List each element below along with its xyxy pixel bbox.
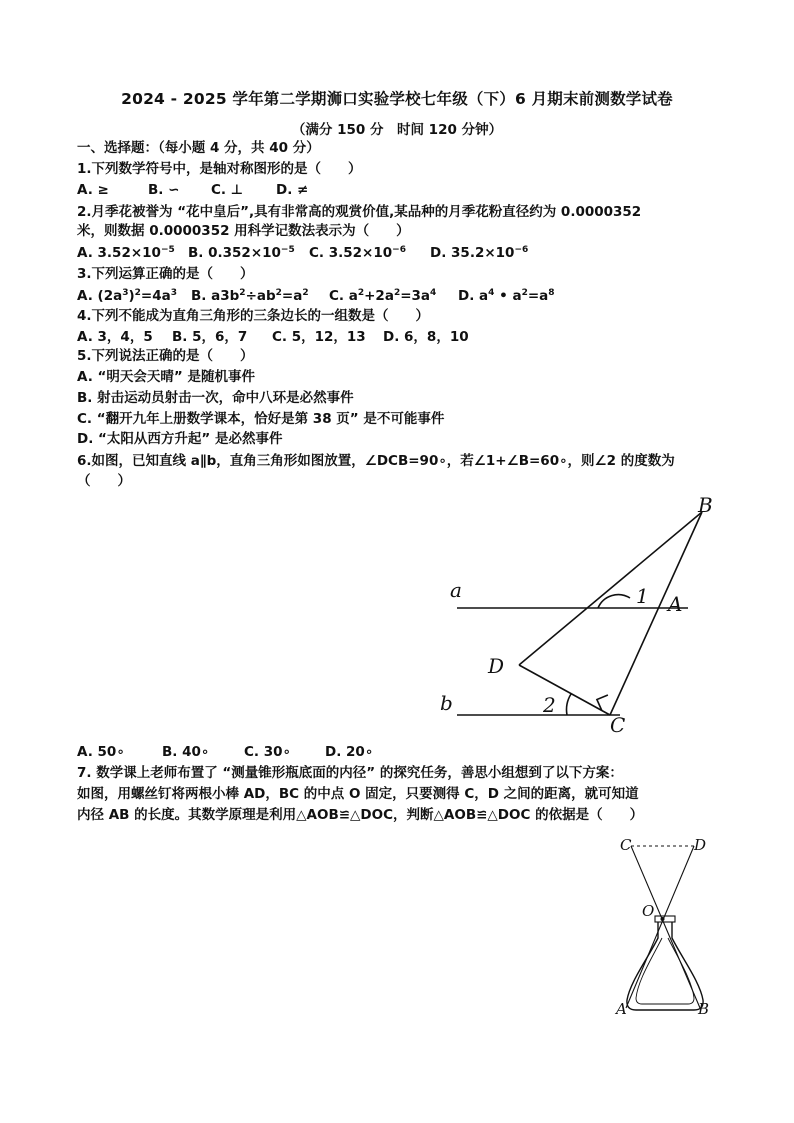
q6-option-c: C. 30∘ (244, 744, 291, 760)
label-b-point: B (698, 493, 713, 517)
segment-bd (519, 512, 702, 665)
rod-bc (631, 846, 700, 1008)
q2-option-d: D. $35.2\times 10^{-6}$ (430, 245, 529, 261)
q2-stem-line2: 米，则数据 0.0000352 用科学记数法表示为（ ） (77, 223, 410, 239)
angle-1-arc (598, 595, 630, 608)
q3-option-a: A. $(2a^3)^2=4a^3$ (77, 288, 177, 304)
q7-stem-line2: 如图，用螺丝钉将两根小棒 AD，BC 的中点 O 固定，只要测得 C，D 之间的距离，就可知道 (77, 786, 639, 802)
label-line-b: b (440, 691, 453, 715)
q5-option-b: B. 射击运动员射击一次，命中八环是必然事件 (77, 390, 354, 406)
q2-stem-line1: 2.月季花被誉为 “花中皇后”,具有非常高的观赏价值,某品种的月季花粉直径约为 0.0000352 (77, 204, 642, 220)
q1-option-c: C. ⊥ (211, 182, 244, 198)
q3-option-d: D. $a^4$ • $a^2=a^8$ (458, 288, 555, 304)
q7-stem-line1: 7. 数学课上老师布置了 “测量锥形瓶底面的内径” 的探究任务，善思小组想到了以下方案： (77, 765, 623, 781)
label-angle-2: 2 (543, 693, 556, 717)
q2-option-a: A. $3.52\times 10^{-5}$ (77, 245, 175, 261)
q1-option-d: D. ≠ (276, 182, 309, 198)
q5-option-a: A. “明天会天晴” 是随机事件 (77, 369, 255, 385)
label-a-point: A (616, 1000, 627, 1018)
q6-stem-line1: 6.如图，已知直线 a∥b，直角三角形如图放置，∠DCB=90∘，若∠1+∠B=60∘，则∠2 的度数为 (77, 453, 675, 469)
segment-dc (519, 665, 610, 715)
q4-option-b: B. 5，6，7 (172, 329, 248, 345)
screw-point-o (661, 917, 665, 921)
q6-option-a: A. 50∘ (77, 744, 125, 760)
q6-option-b: B. 40∘ (162, 744, 210, 760)
label-c-point: C (610, 713, 626, 737)
exam-title: 2024 - 2025 学年第二学期浉口实验学校七年级（下）6 月期末前测数学试卷 (121, 90, 673, 108)
angle-2-arc (567, 694, 571, 715)
q5-stem: 5.下列说法正确的是（ ） (77, 348, 254, 364)
label-b-point: B (698, 1000, 710, 1018)
q5-option-c: C. “翻开九年上册数学课本，恰好是第 38 页” 是不可能事件 (77, 411, 445, 427)
q1-option-a: A. ≥ (77, 182, 109, 198)
label-d-point: D (488, 654, 505, 678)
rod-ad (626, 846, 694, 1008)
flask-outline (627, 922, 703, 1010)
q7-figure (600, 830, 730, 1025)
label-c-point: C (620, 836, 632, 854)
q4-option-d: D. 6，8，10 (383, 329, 469, 345)
q6-option-d: D. 20∘ (325, 744, 374, 760)
q4-option-c: C. 5，12，13 (272, 329, 366, 345)
label-angle-1: 1 (636, 584, 649, 608)
q2-option-b: B. $0.352\times 10^{-5}$ (188, 245, 295, 261)
q1-option-b: B. ∽ (148, 182, 180, 198)
q6-figure (430, 490, 730, 740)
q3-stem: 3.下列运算正确的是（ ） (77, 266, 254, 282)
exam-subtitle: （满分 150 分 时间 120 分钟） (291, 122, 503, 138)
segment-bc (610, 512, 702, 715)
q2-option-c: C. $3.52\times 10^{-6}$ (309, 245, 406, 261)
label-o-point: O (642, 902, 655, 920)
label-d-point: D (694, 836, 707, 854)
q1-stem: 1.下列数学符号中，是轴对称图形的是（ ） (77, 161, 362, 177)
q4-option-a: A. 3，4，5 (77, 329, 153, 345)
label-a-point: A (668, 592, 683, 616)
q3-option-c: C. $a^2+2a^2=3a^4$ (329, 288, 437, 304)
q5-option-d: D. “太阳从西方升起” 是必然事件 (77, 431, 283, 447)
flask-lip (655, 916, 675, 922)
flask-inner-outline (636, 938, 694, 1004)
q7-stem-line3: 内径 AB 的长度。其数学原理是利用△AOB≌△DOC，判断△AOB≌△DOC 的依据是（ ） (77, 807, 644, 823)
section-heading: 一、选择题：（每小题 4 分，共 40 分） (77, 140, 320, 156)
q3-option-b: B. $a3b^2\div ab^2=a^2$ (191, 288, 309, 304)
q6-stem-line2: （ ） (77, 473, 131, 489)
label-line-a: a (450, 578, 462, 602)
q4-stem: 4.下列不能成为直角三角形的三条边长的一组数是（ ） (77, 308, 430, 324)
